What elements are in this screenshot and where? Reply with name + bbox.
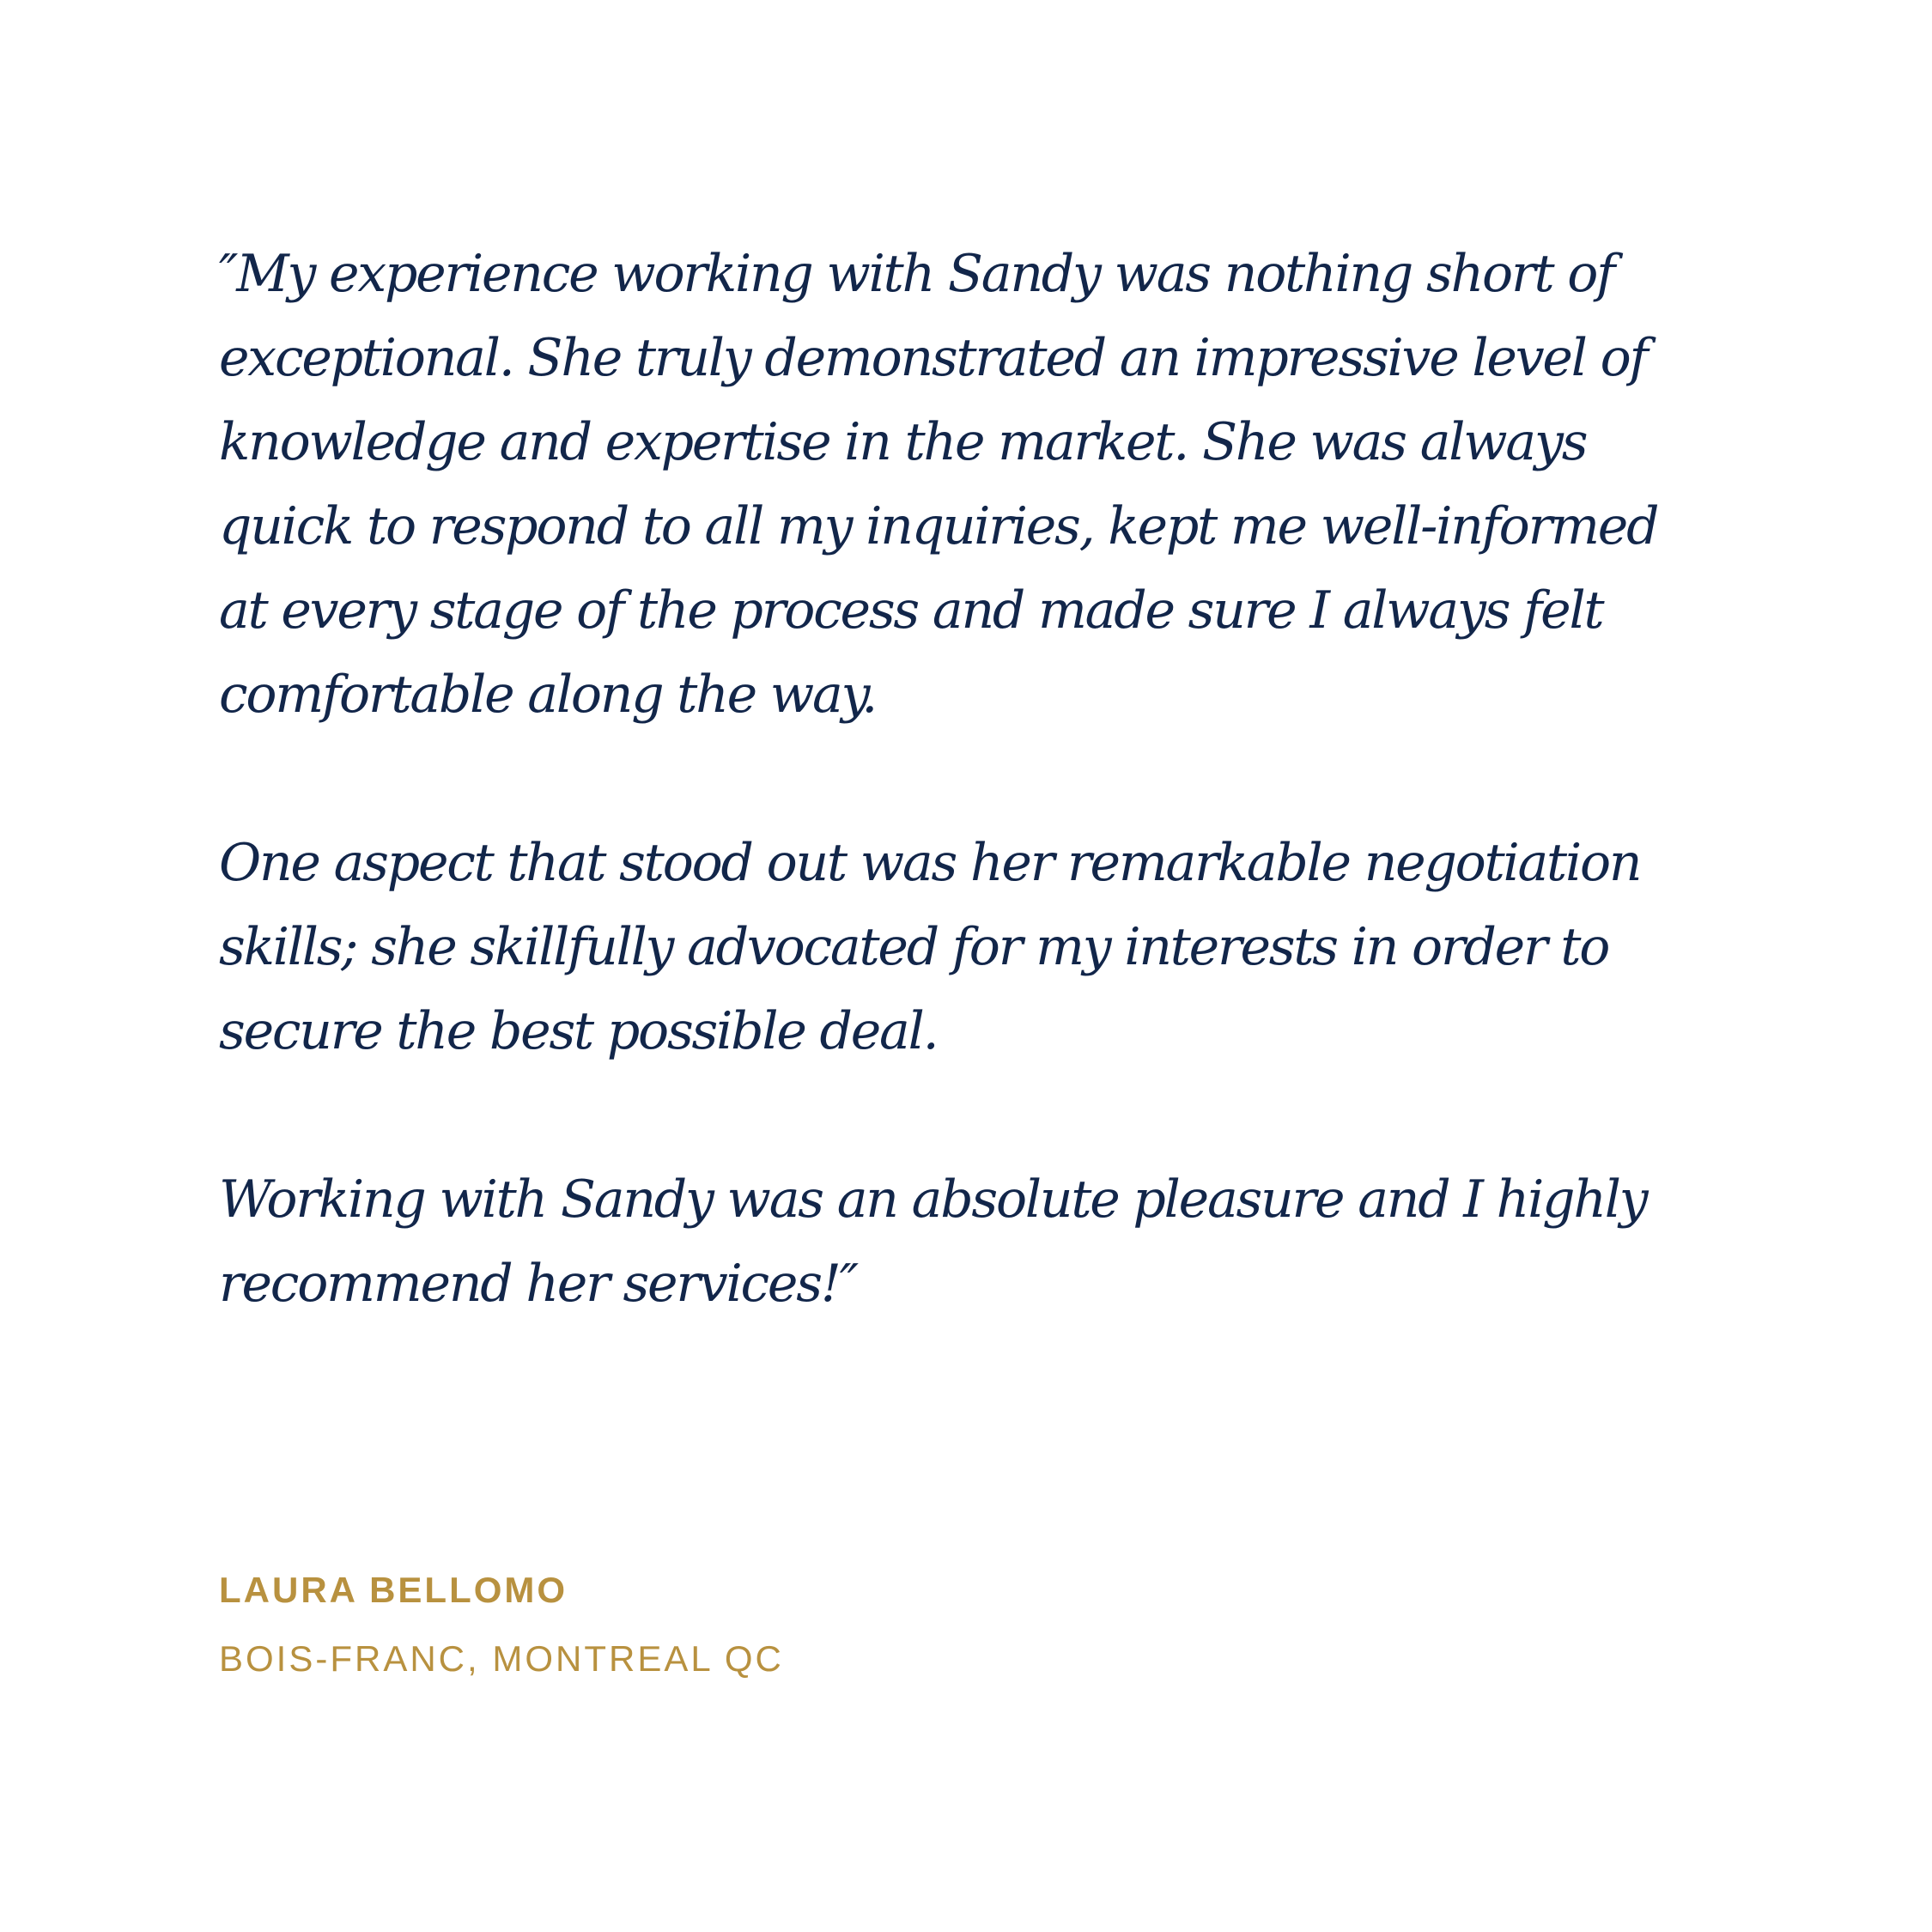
quote-line: knowledge and expertise in the market. She was always: [219, 412, 1587, 472]
quote-paragraph-1: [219, 232, 1765, 737]
quote-line: Working with Sandy was an absolute pleasure and I highly: [219, 1170, 1647, 1230]
quote-line: recommend her services!″: [219, 1254, 857, 1314]
author-name: LAURA BELLOMO: [219, 1570, 568, 1610]
quote-line: skills; she skillfully advocated for my interests in order to: [219, 917, 1609, 977]
quote-line: ″My experience working with Sandy was nothing short of: [219, 244, 1614, 304]
author-location: BOIS-FRANC, MONTREAL QC: [219, 1638, 784, 1679]
author-attribution: [219, 1564, 784, 1685]
quote-line: secure the best possible deal.: [219, 1001, 938, 1061]
quote-line: exceptional. She truly demonstrated an impressive level of: [219, 328, 1647, 388]
quote-line: quick to respond to all my inquiries, kept me well-informed: [219, 496, 1658, 556]
quote-paragraph-2: [219, 821, 1765, 1073]
quote-line: comfortable along the way.: [219, 665, 877, 725]
testimonial-quote: [219, 232, 1765, 1326]
quote-line: at every stage of the process and made sure I always felt: [219, 580, 1603, 641]
quote-line: One aspect that stood out was her remarkable negotiation: [219, 833, 1641, 893]
quote-paragraph-3: [219, 1157, 1765, 1326]
